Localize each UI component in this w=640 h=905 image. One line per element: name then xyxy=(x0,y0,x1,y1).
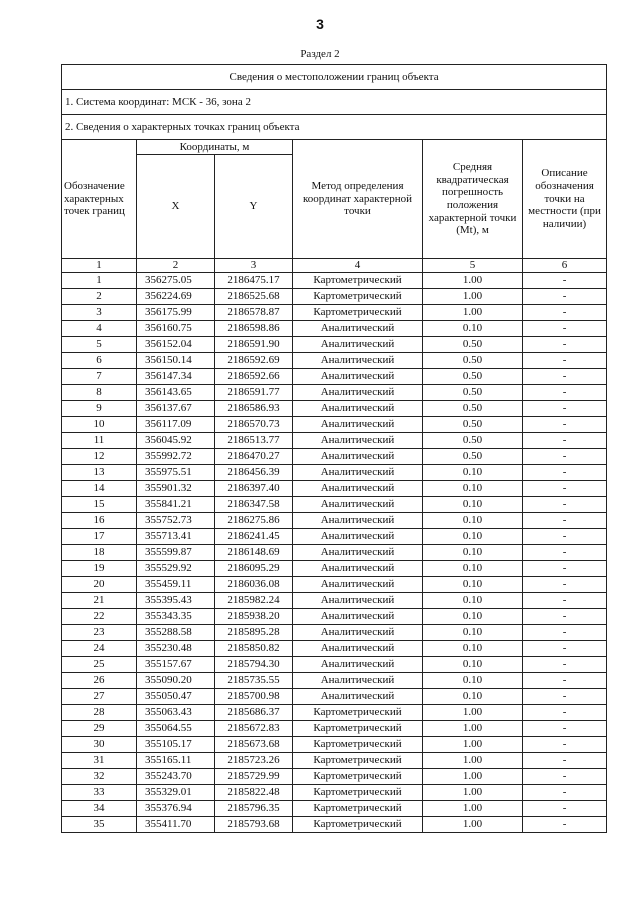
point-number: 12 xyxy=(62,448,137,464)
method: Аналитический xyxy=(293,688,423,704)
accuracy: 1.00 xyxy=(423,768,523,784)
accuracy: 0.50 xyxy=(423,400,523,416)
coord-x: 356143.65 xyxy=(137,384,215,400)
coord-y: 2185982.24 xyxy=(215,592,293,608)
point-number: 34 xyxy=(62,800,137,816)
coord-y: 2186598.86 xyxy=(215,320,293,336)
coord-y: 2186570.73 xyxy=(215,416,293,432)
table-row xyxy=(62,432,607,448)
coord-y: 2186275.86 xyxy=(215,512,293,528)
accuracy: 1.00 xyxy=(423,304,523,320)
coord-x: 355901.32 xyxy=(137,480,215,496)
method: Картометрический xyxy=(293,736,423,752)
column-number: 6 xyxy=(523,259,607,273)
point-number: 5 xyxy=(62,336,137,352)
table-row xyxy=(62,624,607,640)
accuracy: 1.00 xyxy=(423,800,523,816)
point-number: 6 xyxy=(62,352,137,368)
method: Картометрический xyxy=(293,816,423,832)
point-number: 26 xyxy=(62,672,137,688)
method: Аналитический xyxy=(293,400,423,416)
accuracy: 0.10 xyxy=(423,320,523,336)
method: Аналитический xyxy=(293,656,423,672)
table-row xyxy=(62,528,607,544)
point-number: 2 xyxy=(62,288,137,304)
header-y: Y xyxy=(215,155,293,259)
column-number: 2 xyxy=(137,259,215,273)
table-row xyxy=(62,480,607,496)
accuracy: 0.50 xyxy=(423,416,523,432)
accuracy: 0.10 xyxy=(423,464,523,480)
method: Картометрический xyxy=(293,704,423,720)
description: - xyxy=(523,352,607,368)
point-number: 21 xyxy=(62,592,137,608)
description: - xyxy=(523,784,607,800)
header-method: Метод определения координат характерной точки xyxy=(293,140,423,259)
method: Картометрический xyxy=(293,768,423,784)
method: Аналитический xyxy=(293,368,423,384)
accuracy: 0.10 xyxy=(423,528,523,544)
coord-x: 355230.48 xyxy=(137,640,215,656)
coord-y: 2185794.30 xyxy=(215,656,293,672)
point-number: 24 xyxy=(62,640,137,656)
method: Аналитический xyxy=(293,496,423,512)
coord-x: 355713.41 xyxy=(137,528,215,544)
method: Аналитический xyxy=(293,624,423,640)
coord-y: 2185672.83 xyxy=(215,720,293,736)
coord-y: 2186586.93 xyxy=(215,400,293,416)
points-caption: 2. Сведения о характерных точках границ объекта xyxy=(62,115,607,140)
coord-x: 355975.51 xyxy=(137,464,215,480)
point-number: 1 xyxy=(62,272,137,288)
table-row xyxy=(62,304,607,320)
coord-y: 2186397.40 xyxy=(215,480,293,496)
description: - xyxy=(523,704,607,720)
coord-y: 2185895.28 xyxy=(215,624,293,640)
table-row xyxy=(62,784,607,800)
description: - xyxy=(523,688,607,704)
coord-y: 2185796.35 xyxy=(215,800,293,816)
table-row xyxy=(62,736,607,752)
accuracy: 1.00 xyxy=(423,784,523,800)
description: - xyxy=(523,480,607,496)
point-number: 13 xyxy=(62,464,137,480)
table-row xyxy=(62,656,607,672)
accuracy: 0.50 xyxy=(423,336,523,352)
table-row xyxy=(62,608,607,624)
table-row xyxy=(62,368,607,384)
coord-x: 355243.70 xyxy=(137,768,215,784)
point-number: 16 xyxy=(62,512,137,528)
coord-x: 355157.67 xyxy=(137,656,215,672)
coord-y: 2186475.17 xyxy=(215,272,293,288)
point-number: 17 xyxy=(62,528,137,544)
coord-y: 2186592.69 xyxy=(215,352,293,368)
point-number: 18 xyxy=(62,544,137,560)
coord-y: 2186095.29 xyxy=(215,560,293,576)
table-row xyxy=(62,720,607,736)
description: - xyxy=(523,672,607,688)
method: Аналитический xyxy=(293,560,423,576)
accuracy: 1.00 xyxy=(423,720,523,736)
coord-y: 2186513.77 xyxy=(215,432,293,448)
description: - xyxy=(523,464,607,480)
coord-x: 356175.99 xyxy=(137,304,215,320)
accuracy: 1.00 xyxy=(423,272,523,288)
table-row xyxy=(62,352,607,368)
coord-y: 2186347.58 xyxy=(215,496,293,512)
coord-x: 356152.04 xyxy=(137,336,215,352)
point-number: 35 xyxy=(62,816,137,832)
description: - xyxy=(523,560,607,576)
coord-x: 356275.05 xyxy=(137,272,215,288)
method: Аналитический xyxy=(293,480,423,496)
header-x: X xyxy=(137,155,215,259)
accuracy: 0.50 xyxy=(423,432,523,448)
point-number: 3 xyxy=(62,304,137,320)
accuracy: 0.10 xyxy=(423,592,523,608)
table-row xyxy=(62,800,607,816)
coord-x: 355376.94 xyxy=(137,800,215,816)
accuracy: 0.10 xyxy=(423,560,523,576)
coord-x: 355105.17 xyxy=(137,736,215,752)
accuracy: 1.00 xyxy=(423,704,523,720)
table-row xyxy=(62,496,607,512)
method: Аналитический xyxy=(293,544,423,560)
coord-y: 2186036.08 xyxy=(215,576,293,592)
method: Аналитический xyxy=(293,640,423,656)
description: - xyxy=(523,368,607,384)
coord-y: 2186591.77 xyxy=(215,384,293,400)
table-row xyxy=(62,416,607,432)
coord-y: 2186456.39 xyxy=(215,464,293,480)
point-number: 8 xyxy=(62,384,137,400)
accuracy: 0.10 xyxy=(423,512,523,528)
accuracy: 0.50 xyxy=(423,384,523,400)
description: - xyxy=(523,272,607,288)
coord-x: 355090.20 xyxy=(137,672,215,688)
description: - xyxy=(523,416,607,432)
point-number: 7 xyxy=(62,368,137,384)
table-row xyxy=(62,752,607,768)
accuracy: 0.10 xyxy=(423,624,523,640)
coord-y: 2185793.68 xyxy=(215,816,293,832)
column-number-row xyxy=(62,259,607,273)
table-row xyxy=(62,672,607,688)
accuracy: 0.10 xyxy=(423,640,523,656)
coord-x: 355288.58 xyxy=(137,624,215,640)
method: Аналитический xyxy=(293,448,423,464)
coord-y: 2185822.48 xyxy=(215,784,293,800)
coord-x: 355411.70 xyxy=(137,816,215,832)
description: - xyxy=(523,656,607,672)
point-number: 23 xyxy=(62,624,137,640)
method: Картометрический xyxy=(293,752,423,768)
coord-x: 356045.92 xyxy=(137,432,215,448)
accuracy: 0.10 xyxy=(423,672,523,688)
method: Аналитический xyxy=(293,320,423,336)
description: - xyxy=(523,448,607,464)
section-title: Раздел 2 xyxy=(300,48,340,60)
accuracy: 1.00 xyxy=(423,288,523,304)
coord-y: 2186525.68 xyxy=(215,288,293,304)
coord-y: 2185673.68 xyxy=(215,736,293,752)
table-row xyxy=(62,512,607,528)
table-title: Сведения о местоположении границ объекта xyxy=(62,65,607,90)
method: Аналитический xyxy=(293,384,423,400)
point-number: 25 xyxy=(62,656,137,672)
accuracy: 0.10 xyxy=(423,544,523,560)
description: - xyxy=(523,624,607,640)
table-row xyxy=(62,688,607,704)
coord-x: 355063.43 xyxy=(137,704,215,720)
accuracy: 0.10 xyxy=(423,576,523,592)
description: - xyxy=(523,752,607,768)
accuracy: 1.00 xyxy=(423,736,523,752)
coord-x: 355064.55 xyxy=(137,720,215,736)
coord-x: 356224.69 xyxy=(137,288,215,304)
point-number: 28 xyxy=(62,704,137,720)
column-number: 4 xyxy=(293,259,423,273)
description: - xyxy=(523,576,607,592)
method: Аналитический xyxy=(293,352,423,368)
table-row xyxy=(62,544,607,560)
table-row xyxy=(62,464,607,480)
coord-x: 355395.43 xyxy=(137,592,215,608)
method: Картометрический xyxy=(293,800,423,816)
method: Картометрический xyxy=(293,304,423,320)
description: - xyxy=(523,304,607,320)
description: - xyxy=(523,720,607,736)
coord-x: 355752.73 xyxy=(137,512,215,528)
table-row xyxy=(62,384,607,400)
method: Картометрический xyxy=(293,784,423,800)
point-number: 11 xyxy=(62,432,137,448)
point-number: 31 xyxy=(62,752,137,768)
coord-x: 355992.72 xyxy=(137,448,215,464)
accuracy: 0.10 xyxy=(423,496,523,512)
column-number: 3 xyxy=(215,259,293,273)
method: Аналитический xyxy=(293,512,423,528)
method: Картометрический xyxy=(293,288,423,304)
point-number: 9 xyxy=(62,400,137,416)
coord-y: 2186241.45 xyxy=(215,528,293,544)
accuracy: 0.50 xyxy=(423,368,523,384)
description: - xyxy=(523,512,607,528)
coord-x: 355343.35 xyxy=(137,608,215,624)
point-number: 10 xyxy=(62,416,137,432)
header-coordinates: Координаты, м xyxy=(137,140,293,155)
coord-y: 2185850.82 xyxy=(215,640,293,656)
coord-x: 356150.14 xyxy=(137,352,215,368)
table-row xyxy=(62,288,607,304)
coord-x: 356117.09 xyxy=(137,416,215,432)
method: Аналитический xyxy=(293,416,423,432)
coord-y: 2185723.26 xyxy=(215,752,293,768)
table-row xyxy=(62,592,607,608)
accuracy: 1.00 xyxy=(423,752,523,768)
page-number: 3 xyxy=(316,16,324,32)
coord-x: 355165.11 xyxy=(137,752,215,768)
point-number: 22 xyxy=(62,608,137,624)
column-number: 1 xyxy=(62,259,137,273)
coord-y: 2186148.69 xyxy=(215,544,293,560)
accuracy: 0.50 xyxy=(423,448,523,464)
coord-x: 355050.47 xyxy=(137,688,215,704)
description: - xyxy=(523,592,607,608)
description: - xyxy=(523,544,607,560)
coord-y: 2185938.20 xyxy=(215,608,293,624)
coord-y: 2185686.37 xyxy=(215,704,293,720)
method: Картометрический xyxy=(293,272,423,288)
point-number: 33 xyxy=(62,784,137,800)
description: - xyxy=(523,432,607,448)
point-number: 30 xyxy=(62,736,137,752)
description: - xyxy=(523,608,607,624)
table-row xyxy=(62,336,607,352)
point-number: 27 xyxy=(62,688,137,704)
method: Аналитический xyxy=(293,576,423,592)
coord-x: 355459.11 xyxy=(137,576,215,592)
header-error: Средняя квадратическая погрешность положения характерной точки (Mt), м xyxy=(423,140,523,259)
coord-y: 2185700.98 xyxy=(215,688,293,704)
table-row xyxy=(62,400,607,416)
point-number: 4 xyxy=(62,320,137,336)
description: - xyxy=(523,528,607,544)
coordinate-system: 1. Система координат: МСК - 36, зона 2 xyxy=(62,90,607,115)
accuracy: 1.00 xyxy=(423,816,523,832)
table-row xyxy=(62,816,607,832)
coord-y: 2186591.90 xyxy=(215,336,293,352)
accuracy: 0.10 xyxy=(423,608,523,624)
description: - xyxy=(523,288,607,304)
header-designation: Обозначение характерных точек границ xyxy=(62,140,137,259)
table-row xyxy=(62,640,607,656)
header-description: Описание обозначения точки на местности (при наличии) xyxy=(523,140,607,259)
point-number: 15 xyxy=(62,496,137,512)
table-row xyxy=(62,768,607,784)
table-row xyxy=(62,576,607,592)
coord-y: 2186578.87 xyxy=(215,304,293,320)
table-row xyxy=(62,272,607,288)
method: Аналитический xyxy=(293,608,423,624)
description: - xyxy=(523,496,607,512)
description: - xyxy=(523,400,607,416)
table-row xyxy=(62,320,607,336)
accuracy: 0.50 xyxy=(423,352,523,368)
point-number: 29 xyxy=(62,720,137,736)
description: - xyxy=(523,816,607,832)
method: Аналитический xyxy=(293,432,423,448)
coord-y: 2186470.27 xyxy=(215,448,293,464)
table-row xyxy=(62,560,607,576)
coord-x: 355529.92 xyxy=(137,560,215,576)
coord-x: 356160.75 xyxy=(137,320,215,336)
coord-x: 355599.87 xyxy=(137,544,215,560)
coord-x: 356137.67 xyxy=(137,400,215,416)
description: - xyxy=(523,736,607,752)
method: Аналитический xyxy=(293,672,423,688)
accuracy: 0.10 xyxy=(423,656,523,672)
description: - xyxy=(523,384,607,400)
coord-x: 355841.21 xyxy=(137,496,215,512)
coord-y: 2185735.55 xyxy=(215,672,293,688)
method: Картометрический xyxy=(293,720,423,736)
description: - xyxy=(523,320,607,336)
description: - xyxy=(523,800,607,816)
coord-x: 356147.34 xyxy=(137,368,215,384)
method: Аналитический xyxy=(293,464,423,480)
coord-x: 355329.01 xyxy=(137,784,215,800)
point-number: 14 xyxy=(62,480,137,496)
coord-y: 2185729.99 xyxy=(215,768,293,784)
description: - xyxy=(523,768,607,784)
point-number: 20 xyxy=(62,576,137,592)
method: Аналитический xyxy=(293,528,423,544)
method: Аналитический xyxy=(293,336,423,352)
description: - xyxy=(523,336,607,352)
accuracy: 0.10 xyxy=(423,688,523,704)
coord-y: 2186592.66 xyxy=(215,368,293,384)
description: - xyxy=(523,640,607,656)
point-number: 32 xyxy=(62,768,137,784)
method: Аналитический xyxy=(293,592,423,608)
table-row xyxy=(62,448,607,464)
point-number: 19 xyxy=(62,560,137,576)
accuracy: 0.10 xyxy=(423,480,523,496)
table-row xyxy=(62,704,607,720)
column-number: 5 xyxy=(423,259,523,273)
boundary-points-table xyxy=(61,64,607,833)
